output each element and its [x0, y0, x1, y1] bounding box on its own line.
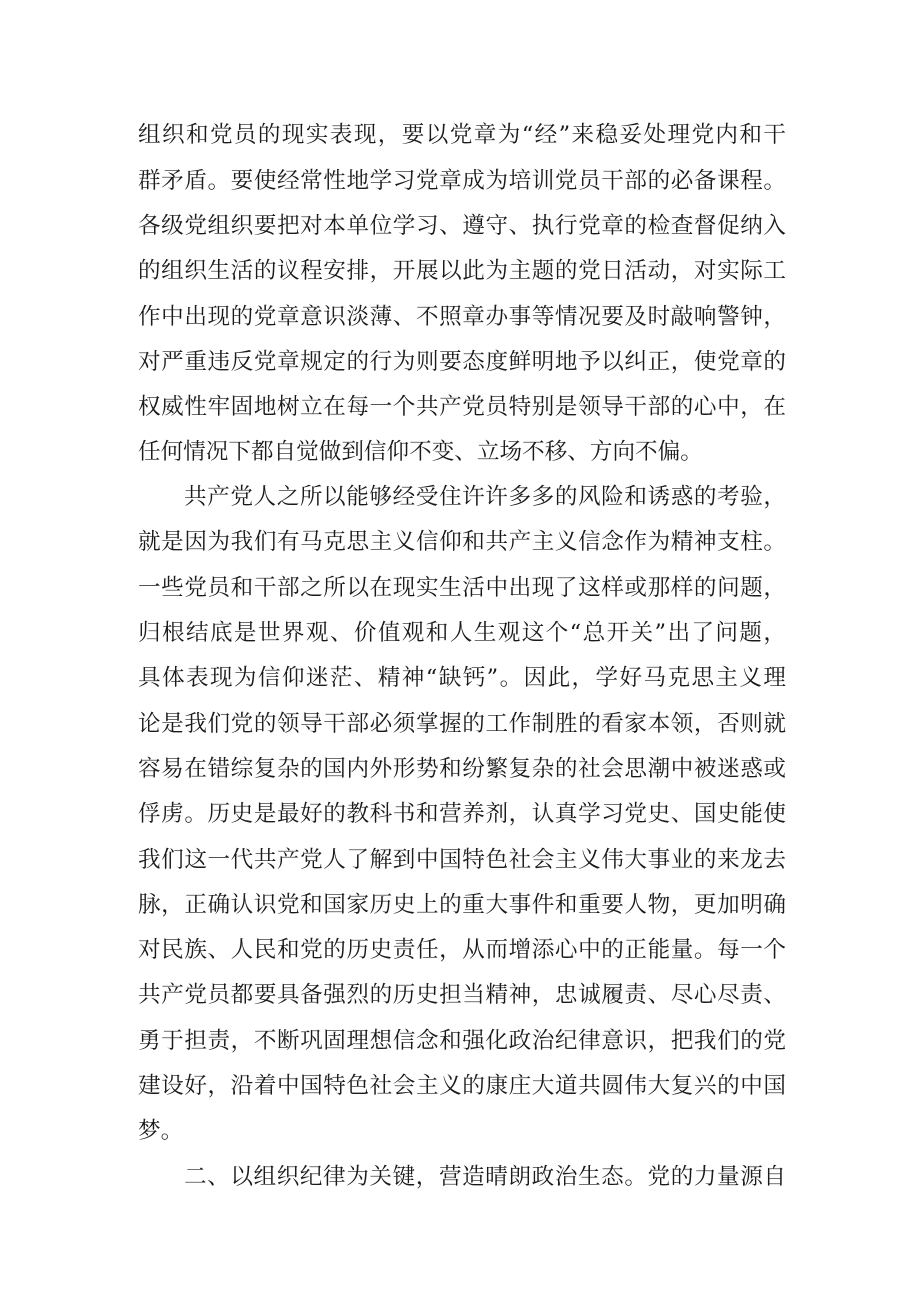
paragraph-line: 具体表现为信仰迷茫、精神“缺钙”。因此，学好马克思主义理: [138, 665, 786, 691]
paragraph-line: 勇于担责，不断巩固理想信念和强化政治纪律意识，把我们的党: [138, 1028, 786, 1054]
paragraph-line: 作中出现的党章意识淡薄、不照章办事等情况要及时敲响警钟，: [138, 304, 786, 330]
paragraph-line: 组织和党员的现实表现，要以党章为“经”来稳妥处理党内和干: [138, 122, 786, 148]
paragraph-line: 俘虏。历史是最好的教科书和营养剂，认真学习党史、国史能使: [138, 801, 786, 827]
paragraph-line: 就是因为我们有马克思主义信仰和共产主义信念作为精神支柱。: [138, 529, 786, 555]
section-heading-line: 二、以组织纪律为关键，营造晴朗政治生态。党的力量源自: [184, 1164, 786, 1190]
paragraph-line: 论是我们党的领导干部必须掌握的工作制胜的看家本领，否则就: [138, 711, 786, 737]
paragraph-first-line: 共产党人之所以能够经受住许许多多的风险和诱惑的考验，: [184, 484, 786, 510]
paragraph-line: 建设好，沿着中国特色社会主义的康庄大道共圆伟大复兴的中国: [138, 1073, 786, 1099]
paragraph-line: 权威性牢固地树立在每一个共产党员特别是领导干部的心中，在: [138, 394, 786, 420]
paragraph-line: 脉，正确认识党和国家历史上的重大事件和重要人物，更加明确: [138, 892, 786, 918]
paragraph-line: 的组织生活的议程安排，开展以此为主题的党日活动，对实际工: [138, 258, 786, 284]
paragraph-line: 群矛盾。要使经常性地学习党章成为培训党员干部的必备课程。: [138, 168, 786, 194]
paragraph-line: 任何情况下都自觉做到信仰不变、立场不移、方向不偏。: [138, 439, 703, 465]
paragraph-line: 对民族、人民和党的历史责任，从而增添心中的正能量。每一个: [138, 937, 786, 963]
paragraph-line: 我们这一代共产党人了解到中国特色社会主义伟大事业的来龙去: [138, 847, 786, 873]
paragraph-line: 归根结底是世界观、价值观和人生观这个“总开关”出了问题，: [138, 620, 786, 646]
paragraph-line: 对严重违反党章规定的行为则要态度鲜明地予以纠正，使党章的: [138, 349, 786, 375]
paragraph-line: 各级党组织要把对本单位学习、遵守、执行党章的检查督促纳入: [138, 213, 786, 239]
paragraph-line: 共产党员都要具备强烈的历史担当精神，忠诚履责、尽心尽责、: [138, 982, 786, 1008]
paragraph-line: 容易在错综复杂的国内外形势和纷繁复杂的社会思潮中被迷惑或: [138, 756, 786, 782]
paragraph-line: 一些党员和干部之所以在现实生活中出现了这样或那样的问题，: [138, 575, 786, 601]
paragraph-line: 梦。: [138, 1118, 184, 1144]
